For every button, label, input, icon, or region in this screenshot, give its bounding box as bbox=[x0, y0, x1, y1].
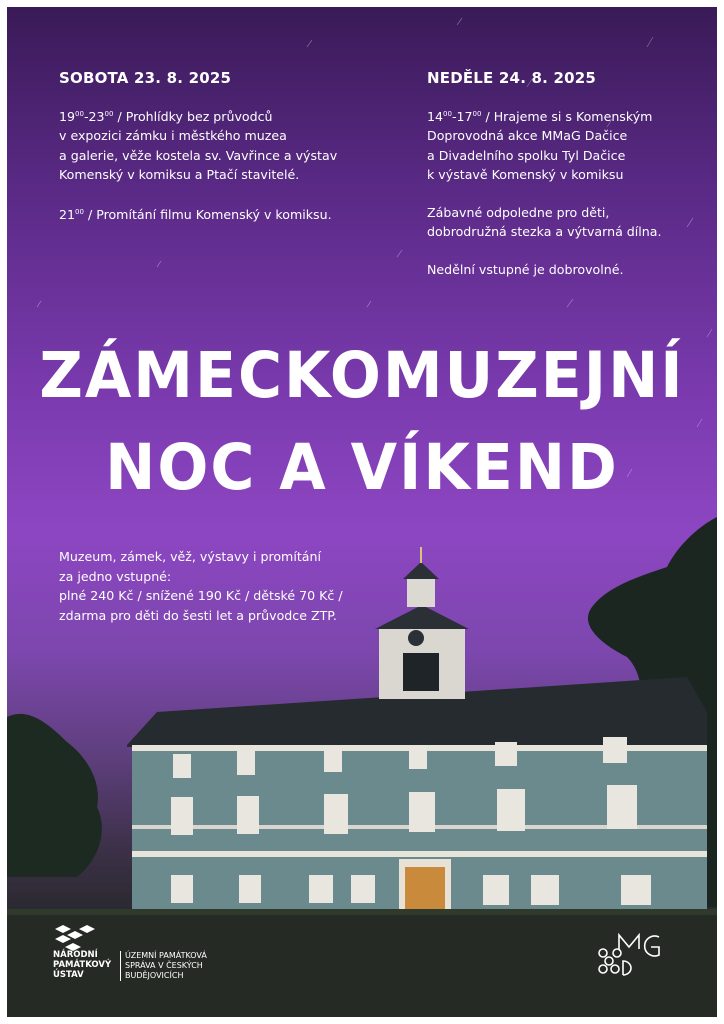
saturday-heading: SOBOTA 23. 8. 2025 bbox=[59, 69, 232, 87]
saturday-event-film: $21^{00}$ / Promítání filmu Komenský v komiksu. bbox=[59, 206, 332, 222]
sunday-program bbox=[427, 69, 712, 297]
admission-prices: Muzeum, zámek, věž, výstavy i promítání za jedno vstupné: plné 240 Kč / snížené 190 Kč / dětské 70 Kč / zdarma pro děti do šesti let a průvodce ZTP. bbox=[59, 549, 343, 623]
logo-divider bbox=[120, 951, 121, 981]
upa-name: ÚZEMNÍ PAMÁTKOVÁ SPRÁVA V ČESKÝCH BUDĚJOVICÍCH bbox=[125, 951, 207, 980]
sunday-event-play: $14^{00}-17^{00}$ / Hrajeme si s Komenským Doprovodná akce MMaG Dačice a Divadelního spolku Tyl Dačice k výstavě Komenský v komiksu bbox=[427, 108, 653, 182]
saturday-program bbox=[59, 69, 389, 242]
sunday-admission-note: Nedělní vstupné je dobrovolné. bbox=[427, 261, 624, 277]
event-title-line1: ZÁMECKOMUZEJNÍ bbox=[39, 339, 685, 413]
event-title bbox=[7, 330, 717, 515]
sunday-heading: NEDĚLE 24. 8. 2025 bbox=[427, 69, 597, 87]
npu-name: NÁRODNÍ PAMÁTKOVÝ ÚSTAV bbox=[53, 950, 112, 980]
event-title-line2: NOC A VÍKEND bbox=[105, 431, 619, 505]
poster bbox=[7, 7, 717, 1017]
sunday-play-time: $14^{00}-17^{00}$ / bbox=[427, 108, 494, 124]
saturday-film-time: $21^{00}$ / bbox=[59, 206, 97, 222]
sunday-fun-afternoon: Zábavné odpoledne pro děti, dobrodružná stezka a výtvarná dílna. bbox=[427, 204, 662, 239]
mmag-logo-icon bbox=[589, 925, 679, 985]
saturday-tours-time: $19^{00}-23^{00}$ / bbox=[59, 108, 126, 124]
saturday-event-tours: $19^{00}-23^{00}$ / Prohlídky bez průvodců v expozici zámku i městkého muzea a galerie, věže kostela sv. Vavřince a výstav Komenský v komiksu a Ptačí stavitelé. bbox=[59, 108, 338, 182]
